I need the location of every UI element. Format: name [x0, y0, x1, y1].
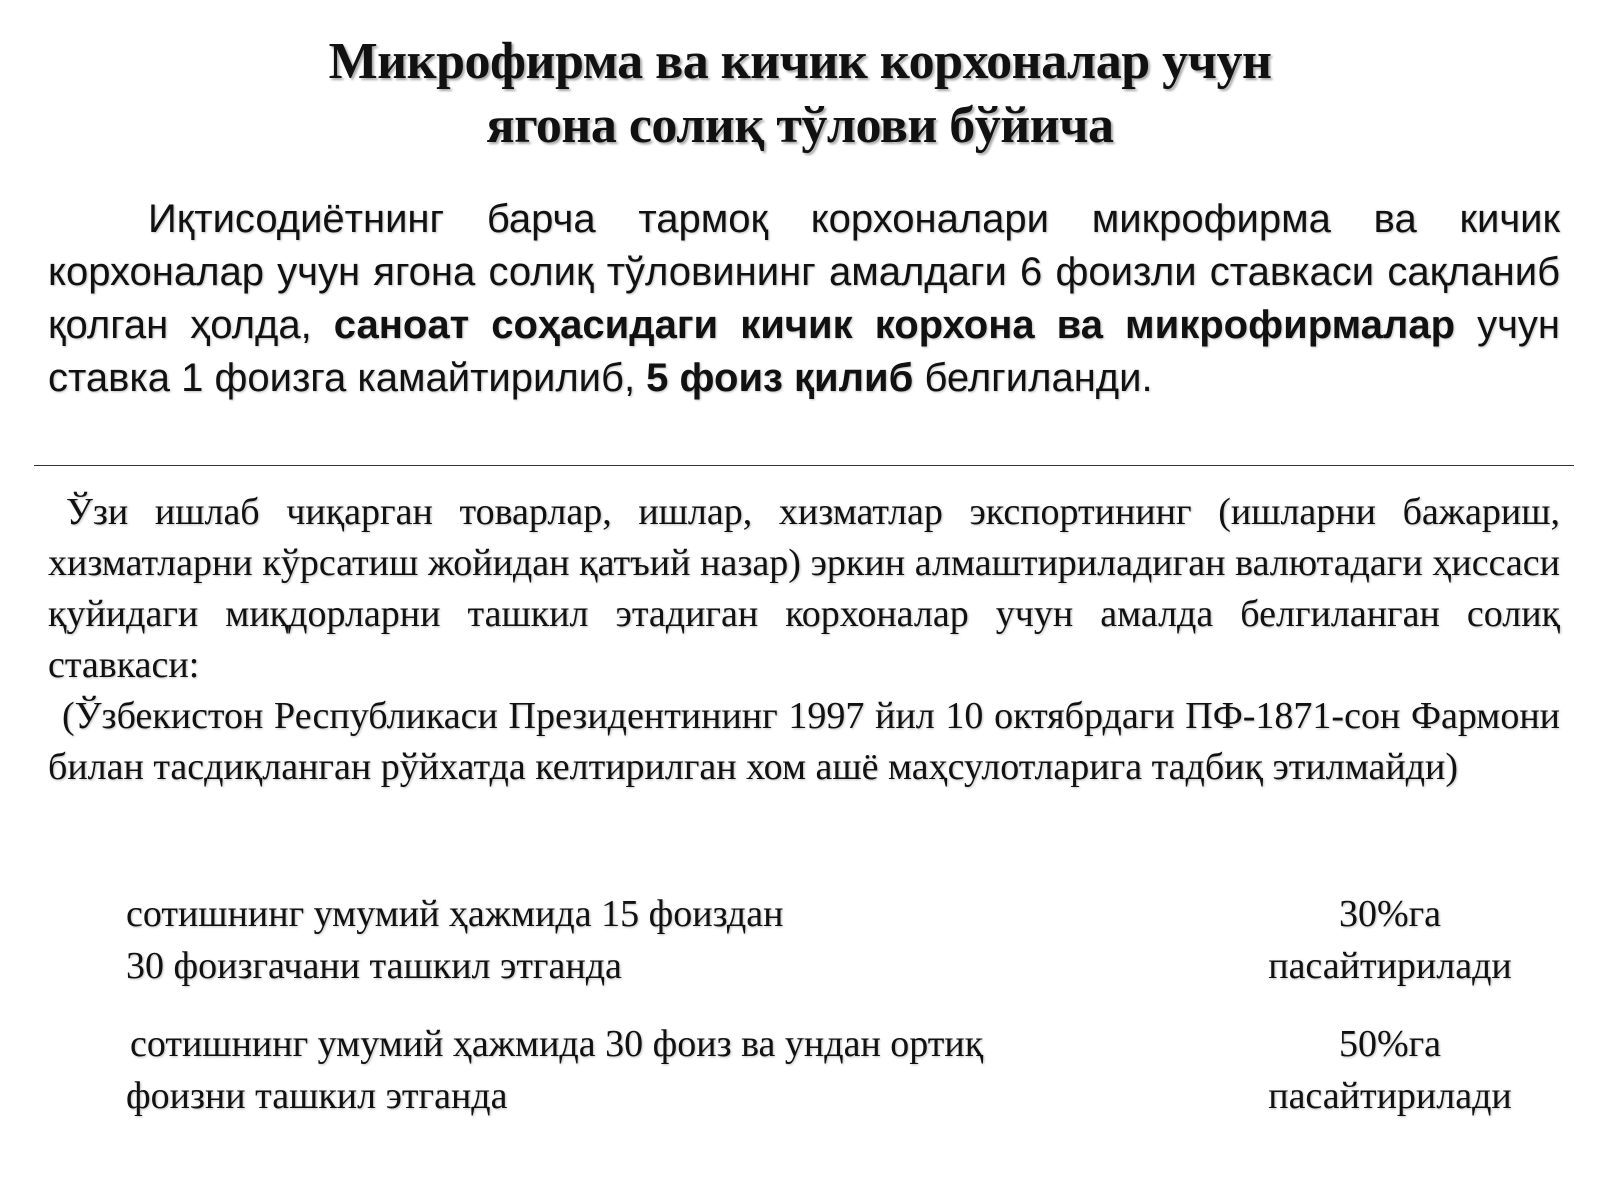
- rate-condition: [126, 888, 1126, 992]
- rate-condition: [126, 1018, 1126, 1122]
- body-section: [48, 487, 1560, 793]
- rate-condition-line-2: 30 фоизгачани ташкил этганда: [126, 945, 622, 987]
- rate-value: 30%га: [1338, 893, 1442, 935]
- rate-action: пасайтирилади: [1268, 945, 1512, 987]
- intro-text-1: Иқтисодиётнинг барча тармоқ корхоналари микрофирма ва кичик корхоналар учун ягона солиқ тўловининг амалдаги 6 фоизли ставкаси сақланиб қолган ҳолда,: [48, 197, 1560, 347]
- rate-condition-line-1: сотишнинг умумий ҳажмида 30 фоиз ва ундан ортиқ: [130, 1023, 984, 1065]
- intro-text-2: учун ставка 1 фоизга камайтирилиб,: [48, 303, 1561, 400]
- rate-reduction: [1180, 888, 1600, 992]
- rate-value: 50%га: [1338, 1023, 1442, 1065]
- intro-bold-1: саноат соҳасидаги кичик корхона ва микрофирмалар: [333, 303, 1456, 347]
- title-line-2: ягона солиқ тўлови бўйича: [486, 97, 1114, 154]
- title-line-1: Микрофирма ва кичик корхоналар учун: [328, 33, 1272, 90]
- intro-paragraph: [48, 193, 1560, 405]
- rate-reduction: [1180, 1018, 1600, 1122]
- intro-text-3: белгиланди.: [913, 356, 1153, 400]
- rate-condition-line-2: фоизни ташкил этганда: [126, 1075, 508, 1117]
- section-divider: [34, 465, 1574, 466]
- page-title: [0, 30, 1600, 158]
- rate-condition-line-1: сотишнинг умумий ҳажмида 15 фоиздан: [126, 893, 784, 935]
- export-paragraph: Ўзи ишлаб чиқарган товарлар, ишлар, хизматлар экспортининг (ишларни бажариш, хизматларни кўрсатиш жойидан қатъий назар) эркин алмаштириладиган валютадаги ҳиссаси қуйидаги миқдорларни ташкил этадиган корхоналар учун амалда белгиланган солиқ ставкаси:: [48, 491, 1560, 686]
- intro-bold-2: 5 фоиз қилиб: [646, 356, 914, 400]
- rate-action: пасайтирилади: [1268, 1075, 1512, 1117]
- exception-paragraph: (Ўзбекистон Республикаси Президентининг 1997 йил 10 октябрдаги ПФ-1871-сон Фармони билан тасдиқланган рўйхатда келтирилган хом ашё маҳсулотларига тадбиқ этилмайди): [48, 695, 1560, 788]
